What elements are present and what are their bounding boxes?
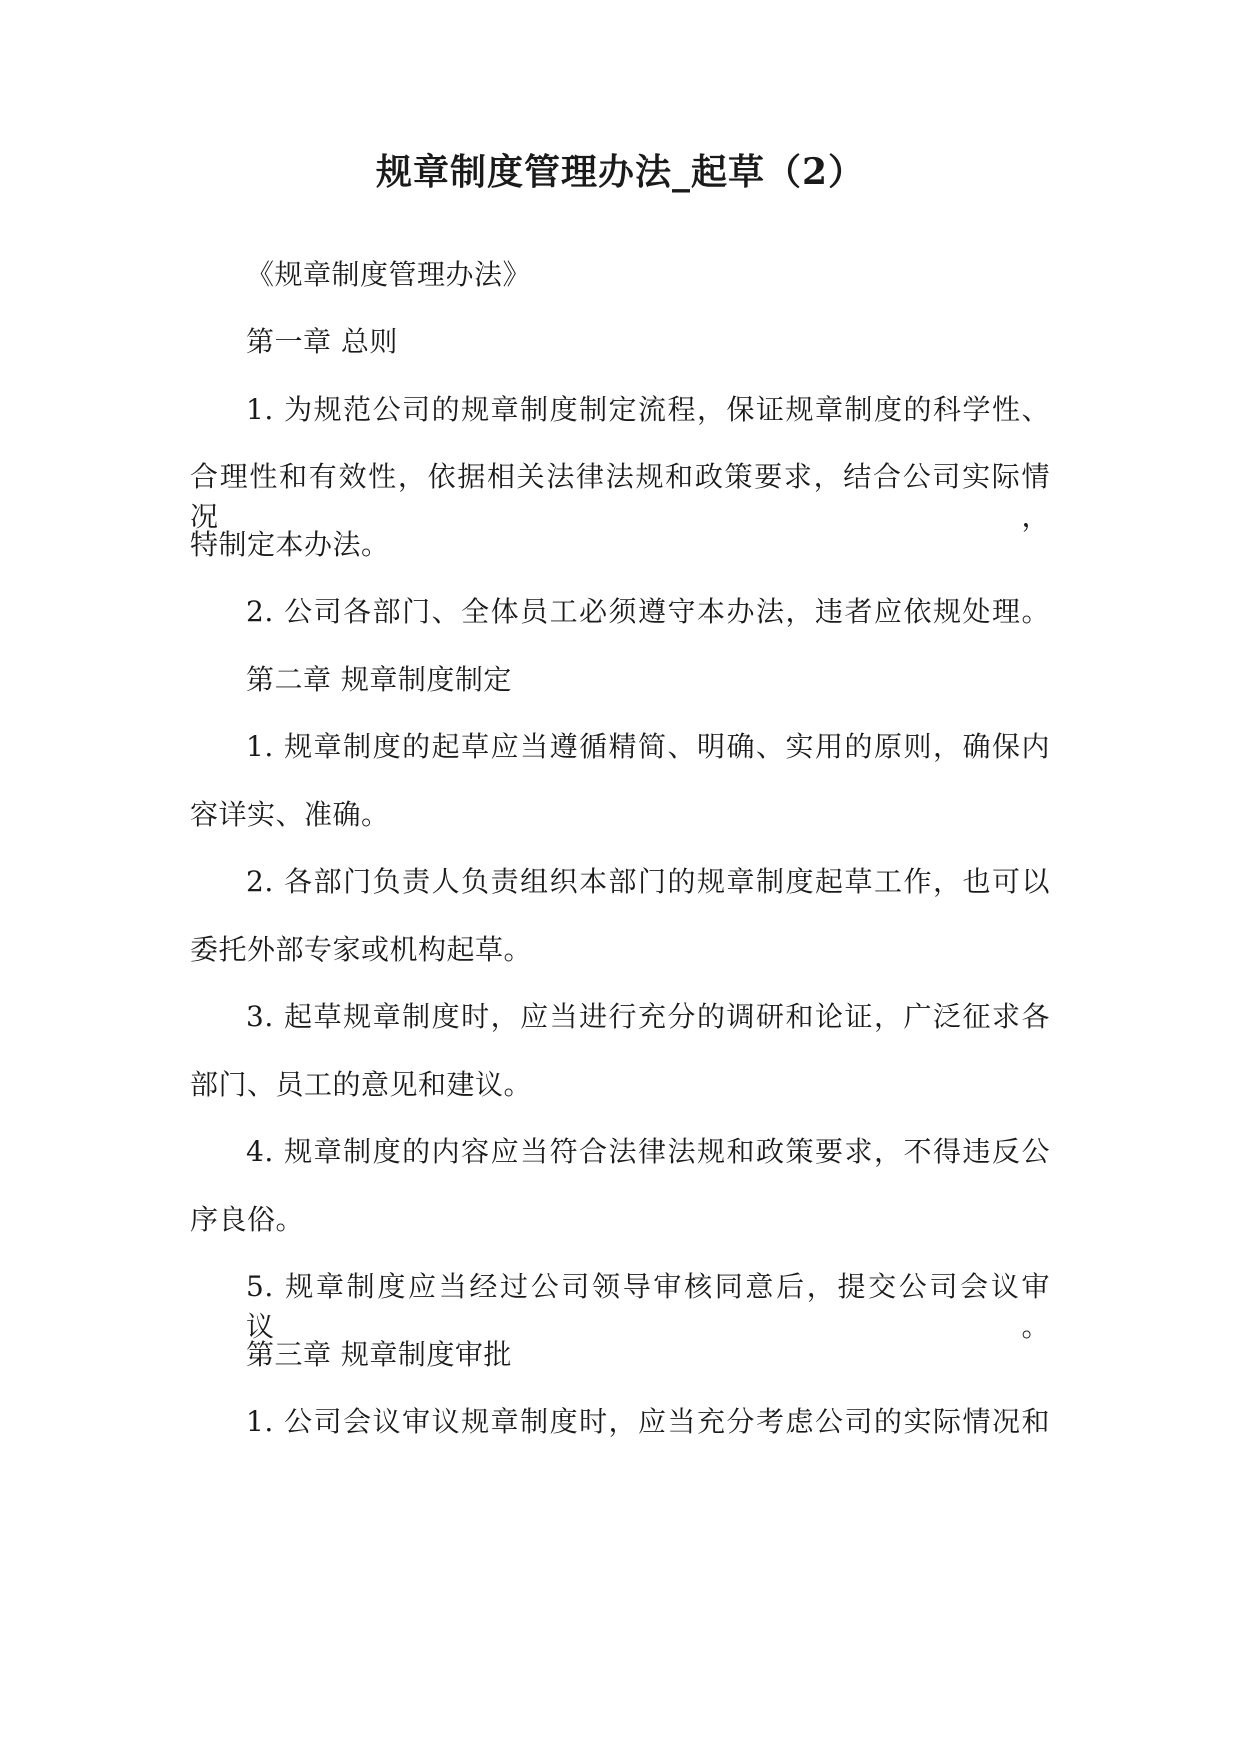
chapter-heading: 第二章 规章制度制定 bbox=[246, 663, 512, 696]
paragraph-line: 容详实、准确。 bbox=[190, 798, 390, 831]
paragraph-line: 部门、员工的意见和建议。 bbox=[190, 1068, 533, 1101]
paragraph-line: 2. 各部门负责人负责组织本部门的规章制度起草工作，也可以 bbox=[246, 865, 1050, 898]
chapter-heading: 第三章 规章制度审批 bbox=[246, 1338, 512, 1371]
paragraph-line: 委托外部专家或机构起草。 bbox=[190, 933, 533, 966]
paragraph-line: 2. 公司各部门、全体员工必须遵守本办法，违者应依规处理。 bbox=[246, 595, 1050, 628]
document-heading: 《规章制度管理办法》 bbox=[246, 258, 532, 291]
paragraph-line: 合理性和有效性，依据相关法律法规和政策要求，结合公司实际情况， bbox=[190, 460, 1050, 533]
paragraph-line: 5. 规章制度应当经过公司领导审核同意后，提交公司会议审议。 bbox=[246, 1270, 1050, 1343]
paragraph-line: 3. 起草规章制度时，应当进行充分的调研和论证，广泛征求各 bbox=[246, 1000, 1050, 1033]
paragraph-line: 特制定本办法。 bbox=[190, 528, 390, 561]
chapter-heading: 第一章 总则 bbox=[246, 325, 398, 358]
paragraph-line: 序良俗。 bbox=[190, 1203, 305, 1236]
paragraph-line: 4. 规章制度的内容应当符合法律法规和政策要求，不得违反公 bbox=[246, 1135, 1050, 1168]
paragraph-line: 1. 规章制度的起草应当遵循精简、明确、实用的原则，确保内 bbox=[246, 730, 1050, 763]
paragraph-line: 1. 为规范公司的规章制度制定流程，保证规章制度的科学性、 bbox=[246, 393, 1050, 426]
document-title: 规章制度管理办法_起草（2） bbox=[375, 151, 866, 193]
paragraph-line: 1. 公司会议审议规章制度时，应当充分考虑公司的实际情况和 bbox=[246, 1405, 1050, 1438]
